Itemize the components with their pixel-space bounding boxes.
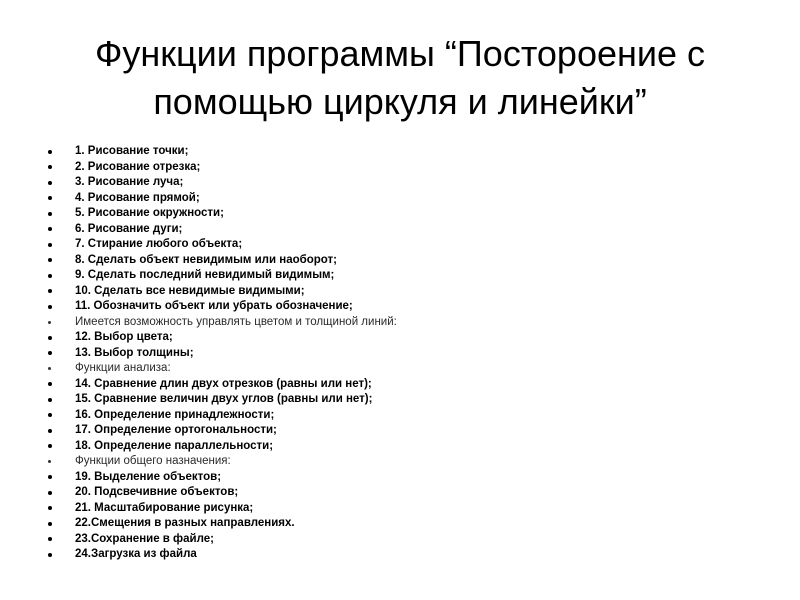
list-item-text: 11. Обозначить объект или убрать обозначение; <box>75 300 353 312</box>
bullet-icon <box>48 227 52 231</box>
bullet-icon <box>48 274 52 278</box>
list-item <box>48 501 768 517</box>
list-item <box>48 423 768 439</box>
slide-title-line-1: Функции программы “Постороение с <box>95 33 705 74</box>
list-item <box>48 206 768 222</box>
list-item-text: 8. Сделать объект невидимым или наоборот; <box>75 253 337 266</box>
list-item <box>48 237 768 253</box>
bullet-icon <box>48 367 51 370</box>
list-item <box>48 392 768 408</box>
bullet-icon <box>48 429 52 433</box>
bullet-icon <box>48 150 52 154</box>
list-item <box>48 222 768 238</box>
bullet-icon <box>48 460 51 463</box>
list-item <box>48 160 768 176</box>
section-label-item <box>48 315 768 331</box>
list-item-text: 19. Выделение объектов; <box>75 470 222 483</box>
list-item-text: 14. Сравнение длин двух отрезков (равны или нет); <box>75 377 372 390</box>
list-item <box>48 547 768 563</box>
list-item <box>48 346 768 362</box>
list-item-text: 24.Загрузка из файла <box>75 548 197 560</box>
list-item-text: 18. Определение параллельности; <box>75 439 274 452</box>
list-item-text: 1. Рисование точки; <box>75 145 189 157</box>
section-label-item <box>48 361 768 377</box>
bullet-icon <box>48 522 52 526</box>
list-item-text: Функции анализа: <box>75 362 171 374</box>
bullet-icon <box>48 491 52 495</box>
list-item-text: 15. Сравнение величин двух углов (равны или нет); <box>75 393 373 405</box>
list-item <box>48 268 768 284</box>
list-item <box>48 191 768 207</box>
list-item-text: 12. Выбор цвета; <box>75 331 173 343</box>
bullet-icon <box>48 165 52 169</box>
list-item <box>48 516 768 532</box>
list-item-text: 22.Смещения в разных направлениях. <box>75 517 295 529</box>
list-item-text: 13. Выбор толщины; <box>75 346 194 359</box>
list-item-text: Имеется возможность управлять цветом и толщиной линий: <box>75 315 397 328</box>
slide-title <box>30 30 770 126</box>
bullet-icon <box>48 305 52 309</box>
bullet-icon <box>48 475 52 479</box>
list-item <box>48 284 768 300</box>
section-label-item <box>48 454 768 470</box>
bullet-icon <box>48 196 52 200</box>
bullet-icon <box>48 258 52 262</box>
list-item <box>48 253 768 269</box>
bullet-icon <box>48 243 52 247</box>
list-item-text: 23.Сохранение в файле; <box>75 532 214 545</box>
list-item-text: 2. Рисование отрезка; <box>75 160 201 173</box>
bullet-icon <box>48 351 52 355</box>
list-item <box>48 532 768 548</box>
list-item <box>48 485 768 501</box>
list-item-text: Функции общего назначения: <box>75 455 231 467</box>
bullet-icon <box>48 398 52 402</box>
list-item-text: 3. Рисование луча; <box>75 176 184 188</box>
bullet-icon <box>48 289 52 293</box>
bullet-icon <box>48 413 52 417</box>
list-item-text: 9. Сделать последний невидимый видимым; <box>75 269 335 281</box>
bullet-icon <box>48 537 52 541</box>
bullet-icon <box>48 382 52 386</box>
list-item <box>48 299 768 315</box>
bullet-icon <box>48 506 52 510</box>
list-item-text: 5. Рисование окружности; <box>75 207 224 219</box>
list-item-text: 17. Определение ортогональности; <box>75 424 277 436</box>
list-item <box>48 144 768 160</box>
list-item-text: 7. Стирание любого объекта; <box>75 238 243 250</box>
list-item <box>48 408 768 424</box>
bullet-icon <box>48 181 52 185</box>
list-item <box>48 175 768 191</box>
bullet-icon <box>48 321 51 324</box>
list-item-text: 21. Масштабирование рисунка; <box>75 501 254 514</box>
list-item <box>48 377 768 393</box>
bullet-icon <box>48 336 52 340</box>
list-item-text: 4. Рисование прямой; <box>75 191 200 204</box>
list-item-text: 10. Сделать все невидимые видимыми; <box>75 284 305 297</box>
bullet-icon <box>48 553 52 557</box>
list-item <box>48 439 768 455</box>
list-item-text: 6. Рисование дуги; <box>75 222 183 235</box>
bullet-icon <box>48 212 52 216</box>
list-item-text: 20. Подсвечивние объектов; <box>75 486 239 498</box>
list-item <box>48 330 768 346</box>
slide-title-line-2: помощью циркуля и линейки” <box>153 81 647 122</box>
function-list <box>48 144 768 563</box>
list-item-text: 16. Определение принадлежности; <box>75 408 275 421</box>
bullet-icon <box>48 444 52 448</box>
list-item <box>48 470 768 486</box>
